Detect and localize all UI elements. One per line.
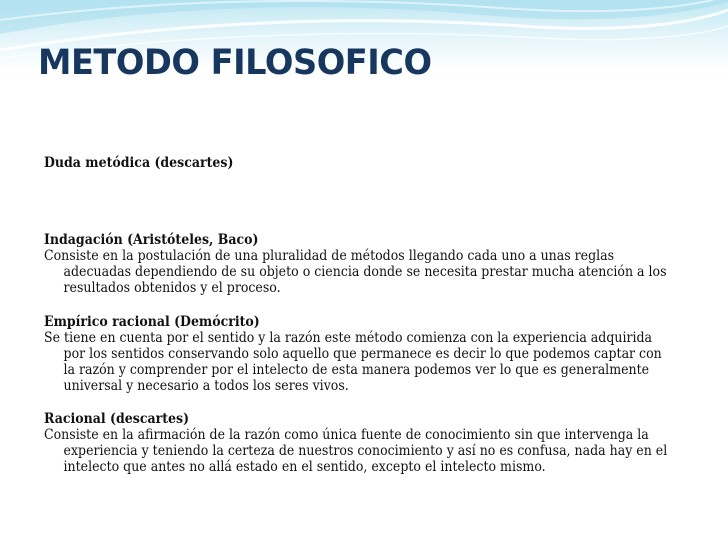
spacer xyxy=(44,296,673,314)
section-heading-indagacion: Indagación (Aristóteles, Baco) xyxy=(44,232,259,248)
section-heading-empirico: Empírico racional (Demócrito) xyxy=(44,314,260,330)
spacer xyxy=(44,171,673,232)
section-heading-racional: Racional (descartes) xyxy=(44,411,190,427)
spacer xyxy=(44,394,673,411)
section-body-racional: Consiste en la afirmación de la razón como única fuente de conocimiento sin que intervenga la experiencia y teniendo la certeza de nuestros conocimiento y así no es confusa, nada hay en el intelecto que antes no allá estado en el sentido, excepto el intelecto mismo. xyxy=(44,427,668,475)
page-title: METODO FILOSOFICO xyxy=(38,43,432,83)
section-body-indagacion: Consiste en la postulación de una pluralidad de métodos llegando cada uno a unas reglas adecuadas dependiendo de su objeto o ciencia donde se necesita prestar mucha atención a los resultados obtenidos y el proceso. xyxy=(44,248,667,296)
slide-content xyxy=(44,155,673,475)
section-body-empirico: Se tiene en cuenta por el sentido y la razón este método comienza con la experiencia adquirida por los sentidos conservando solo aquello que permanece es decir lo que podemos captar con la razón y comprender por el intelecto de esta manera podemos ver lo que es generalmente universal y necesario a todos los seres vivos. xyxy=(44,330,662,394)
section-heading-duda: Duda metódica (descartes) xyxy=(44,155,234,171)
